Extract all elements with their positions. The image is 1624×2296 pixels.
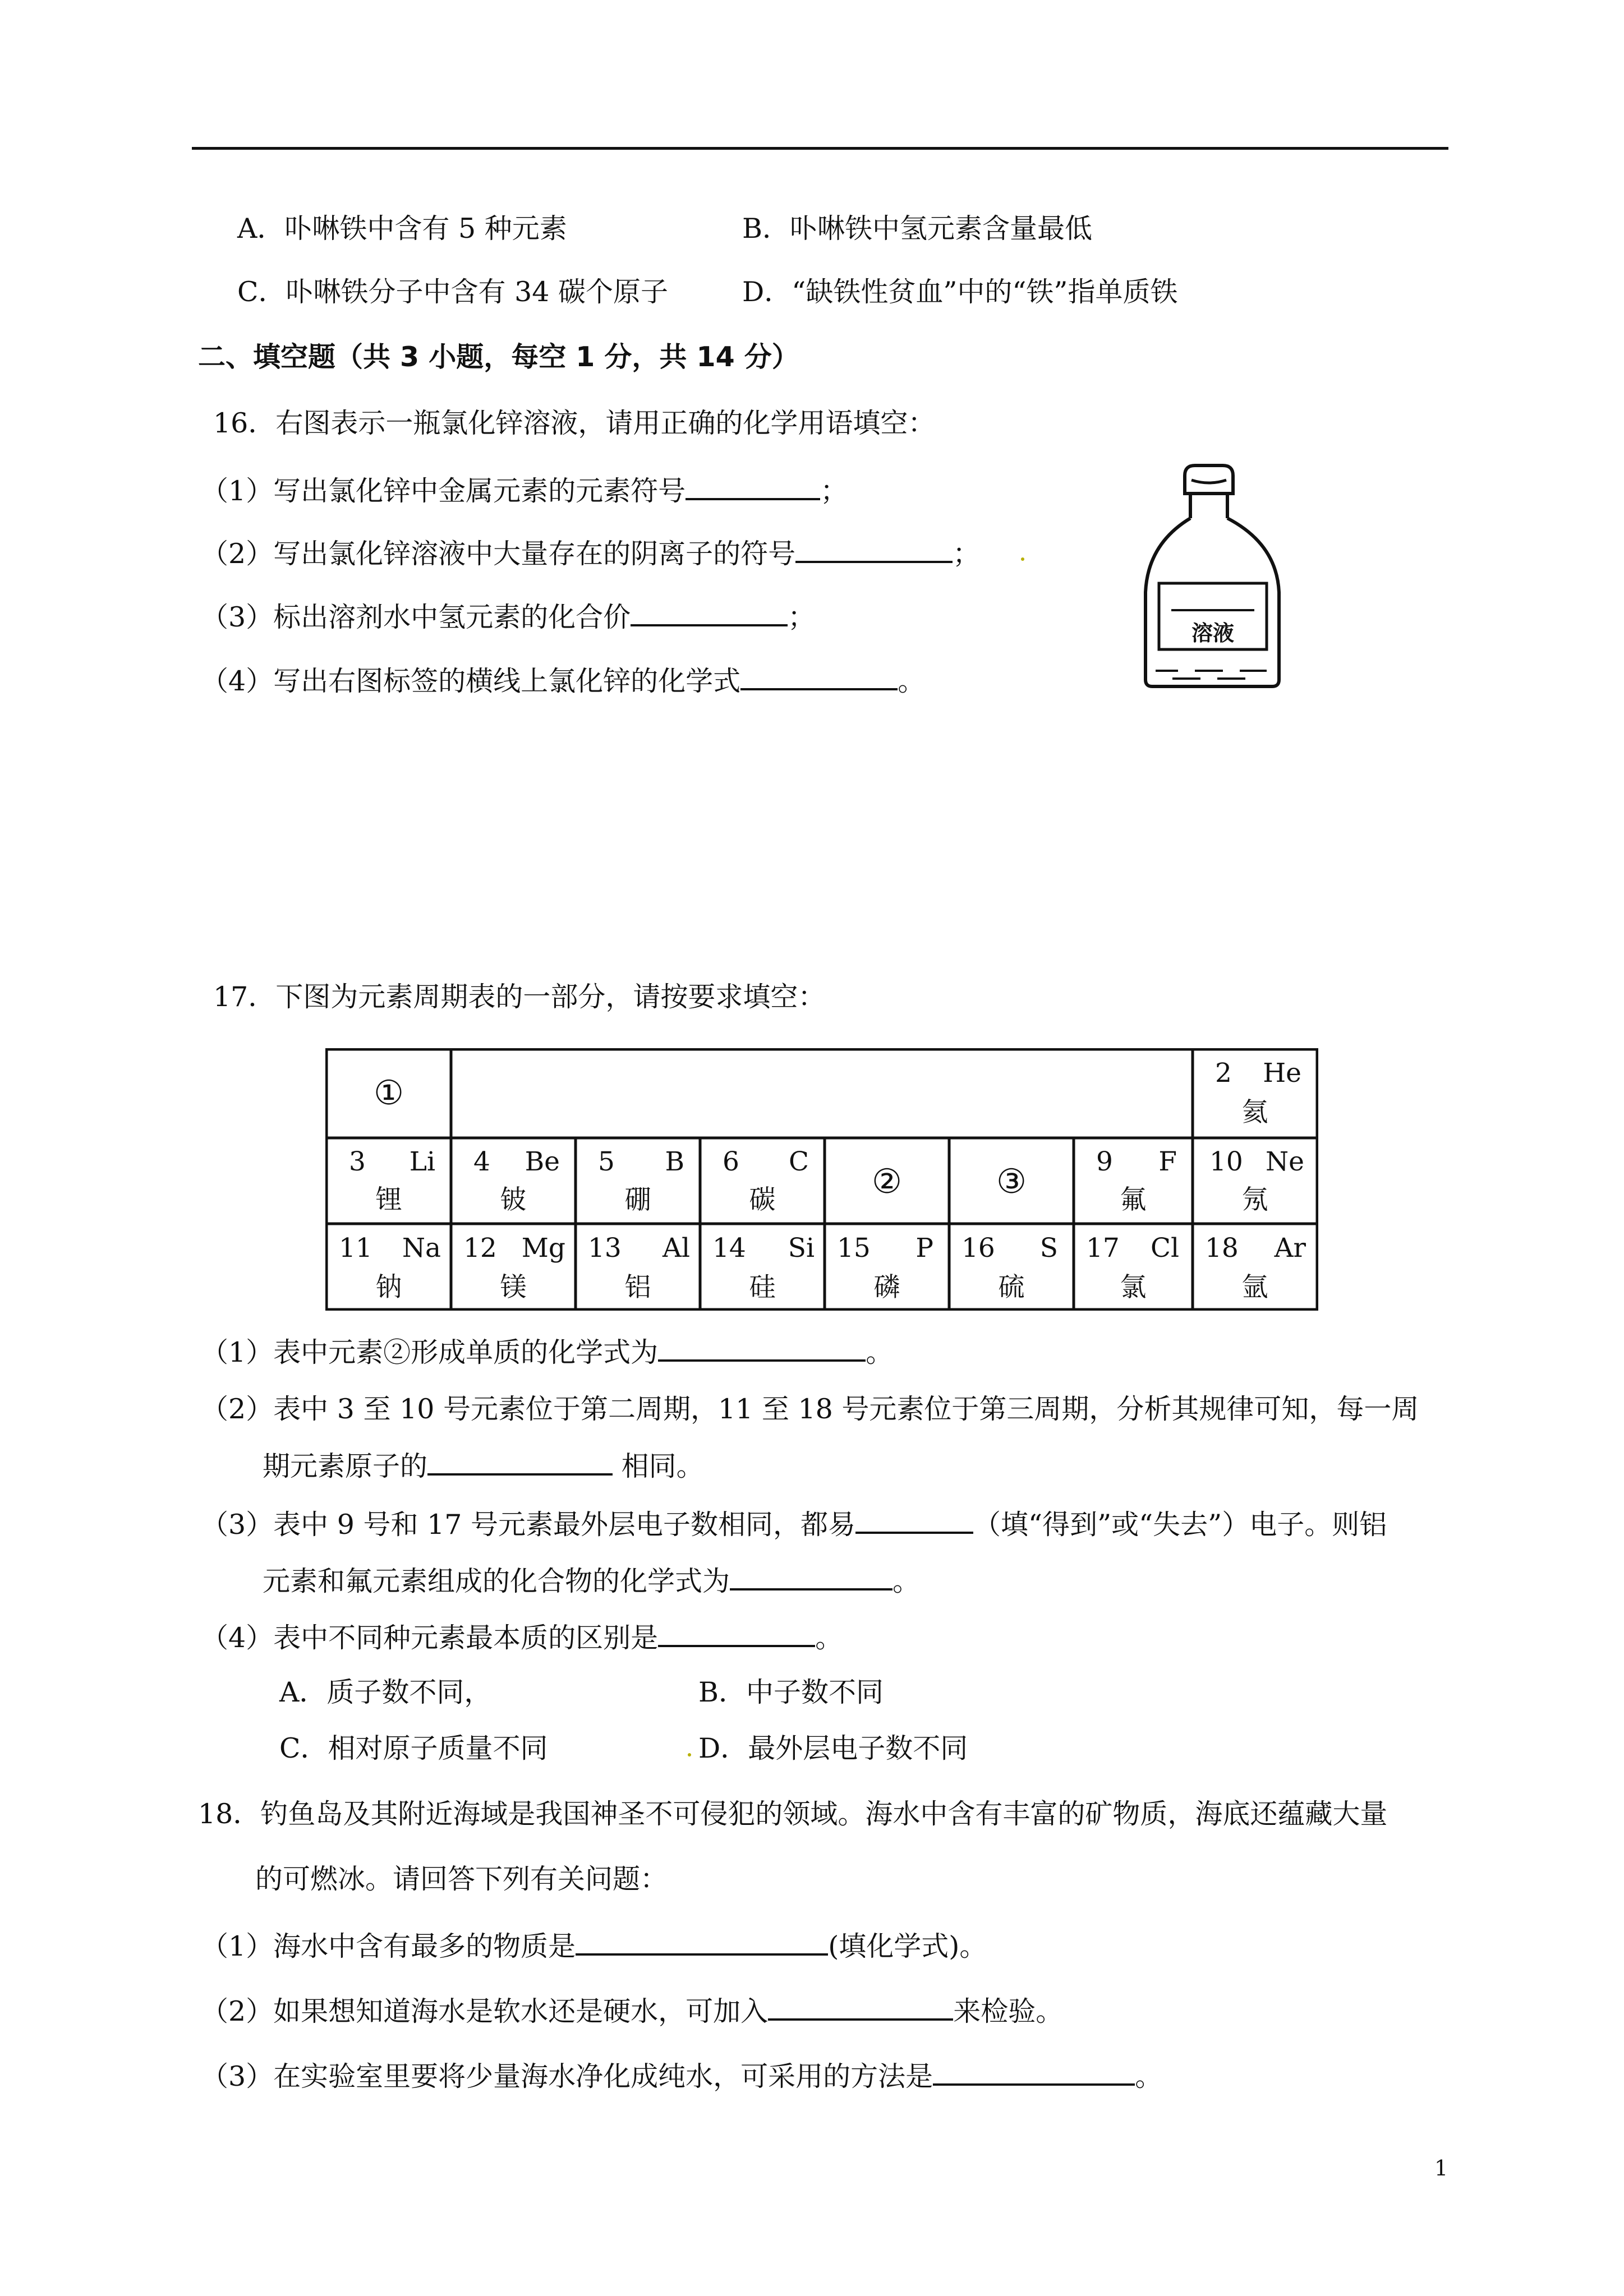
q18-part1: （1）海水中含有最多的物质是 (填化学式)。 (201, 1930, 987, 1962)
q15-option-c: C．卟啉铁分子中含有 34 碳个原子 (237, 276, 668, 308)
cell-symbol: Na (402, 1233, 441, 1264)
cell-symbol: Mg (521, 1233, 565, 1264)
q17-option-a: A．质子数不同， (279, 1676, 492, 1708)
cell-number: 4 (473, 1146, 490, 1177)
q15-option-b: B．卟啉铁中氢元素含量最低 (742, 213, 1093, 245)
q18-stem-line2: 的可燃冰。请回答下列有关问题： (255, 1863, 668, 1895)
cell-number: 17 (1086, 1233, 1120, 1264)
cell-symbol: Be (525, 1146, 560, 1177)
q16-part2: （2）写出氯化锌溶液中大量存在的阴离子的符号 ； (201, 538, 981, 570)
q16-part3: （3）标出溶剂水中氢元素的化合价 ； (201, 601, 816, 633)
q18-part3: （3）在实验室里要将少量海水净化成纯水，可采用的方法是 。 (201, 2060, 1163, 2092)
cell-symbol: P (915, 1233, 933, 1264)
cell-name: 氖 (1241, 1184, 1268, 1215)
answer-blank[interactable] (427, 1451, 613, 1476)
cell-name: 氦 (1241, 1097, 1268, 1128)
cell-number: 2 (1215, 1058, 1232, 1089)
cell-number: 14 (712, 1233, 746, 1264)
cell-name: 氩 (1241, 1272, 1268, 1303)
answer-blank[interactable] (730, 1566, 892, 1590)
q18-part2: （2）如果想知道海水是软水还是硬水，可加入 来检验。 (201, 1995, 1064, 2027)
answer-blank[interactable] (933, 2061, 1135, 2086)
q16-part1: （1）写出氯化锌中金属元素的元素符号 ； (201, 475, 848, 507)
reagent-bottle-illustration (1139, 460, 1296, 695)
q18-stem-line1: 18．钓鱼岛及其附近海域是我国神圣不可侵犯的领域。海水中含有丰富的矿物质，海底还蕴藏大量 (198, 1798, 1388, 1830)
cell-number: 3 (349, 1146, 366, 1177)
answer-blank[interactable] (855, 1509, 973, 1534)
header-rule (192, 147, 1448, 150)
q15-option-a: A．卟啉铁中含有 5 种元素 (237, 213, 567, 245)
q17-part4: （4）表中不同种元素最本质的区别是 。 (201, 1622, 843, 1654)
cell-name: 氯 (1120, 1272, 1147, 1303)
q17-part3-line1: （3）表中 9 号和 17 号元素最外层电子数相同，都易 （填“得到”或“失去”）电子。则铝 (201, 1509, 1387, 1541)
cell-symbol: Si (788, 1233, 815, 1264)
cell-number: 15 (837, 1233, 871, 1264)
cell-symbol: Al (663, 1233, 690, 1264)
stray-dot (1021, 557, 1024, 561)
cell-name: 锂 (375, 1184, 402, 1215)
q17-part1: （1）表中元素②形成单质的化学式为 。 (201, 1336, 894, 1368)
cell-symbol: Ne (1266, 1146, 1304, 1177)
q17-part2-line1: （2）表中 3 至 10 号元素位于第二周期，11 至 18 号元素位于第三周期，分析其规律可知，每一周 (201, 1393, 1419, 1425)
cell-number: 6 (723, 1146, 739, 1177)
cell-symbol: F (1158, 1146, 1177, 1177)
answer-blank[interactable] (795, 538, 953, 563)
cell-name: 铍 (500, 1184, 527, 1215)
cell-marker-2: ② (872, 1162, 902, 1201)
cell-name: 碳 (749, 1184, 776, 1215)
cell-name: 氟 (1120, 1184, 1147, 1215)
cell-symbol: S (1039, 1233, 1058, 1264)
cell-name: 硫 (998, 1272, 1025, 1303)
answer-blank[interactable] (658, 1622, 815, 1647)
answer-blank[interactable] (768, 1996, 953, 2021)
q15-option-d: D．“缺铁性贫血”中的“铁”指单质铁 (742, 276, 1178, 308)
cell-number: 11 (339, 1233, 372, 1264)
cell-symbol: Cl (1151, 1233, 1179, 1264)
stray-dot (688, 1753, 691, 1756)
cell-name: 铝 (624, 1272, 651, 1303)
cell-name: 硼 (624, 1184, 651, 1215)
cell-name: 磷 (873, 1272, 900, 1303)
q16-stem: 16．右图表示一瓶氯化锌溶液，请用正确的化学用语填空： (213, 407, 936, 439)
cell-marker-1: ① (374, 1073, 404, 1113)
cell-marker-3: ③ (996, 1162, 1027, 1201)
answer-blank[interactable] (686, 476, 820, 500)
answer-blank[interactable] (576, 1931, 828, 1956)
q17-option-b: B．中子数不同 (698, 1676, 884, 1708)
q17-part2-line2: 期元素原子的 相同。 (263, 1450, 704, 1482)
q17-option-d: D．最外层电子数不同 (698, 1732, 968, 1764)
cell-symbol: C (789, 1146, 809, 1177)
page-number: 1 (1434, 2156, 1448, 2180)
cell-number: 18 (1205, 1233, 1239, 1264)
cell-name: 镁 (500, 1272, 527, 1303)
cell-symbol: B (665, 1146, 684, 1177)
bottle-label-text: 溶液 (1191, 621, 1235, 646)
cell-number: 16 (961, 1233, 995, 1264)
answer-blank[interactable] (658, 1337, 866, 1362)
cell-number: 5 (598, 1146, 615, 1177)
cell-name: 硅 (749, 1272, 776, 1303)
q17-option-c: C．相对原子质量不同 (279, 1732, 548, 1764)
answer-blank[interactable] (631, 602, 788, 626)
cell-name: 钠 (375, 1272, 402, 1303)
cell-number: 13 (588, 1233, 622, 1264)
periodic-table-fragment (325, 1048, 1318, 1311)
cell-symbol: He (1263, 1058, 1301, 1089)
cell-number: 9 (1096, 1146, 1113, 1177)
q17-stem: 17．下图为元素周期表的一部分，请按要求填空： (213, 981, 826, 1013)
cell-number: 10 (1209, 1146, 1243, 1177)
q16-part4: （4）写出右图标签的横线上氯化锌的化学式 。 (201, 665, 926, 697)
section-title: 二、填空题（共 3 小题，每空 1 分，共 14 分） (198, 341, 799, 373)
cell-number: 12 (463, 1233, 497, 1264)
answer-blank[interactable] (740, 666, 898, 690)
q17-part3-line2: 元素和氟元素组成的化合物的化学式为 。 (263, 1565, 921, 1597)
cell-symbol: Ar (1274, 1233, 1306, 1264)
cell-symbol: Li (409, 1146, 435, 1177)
